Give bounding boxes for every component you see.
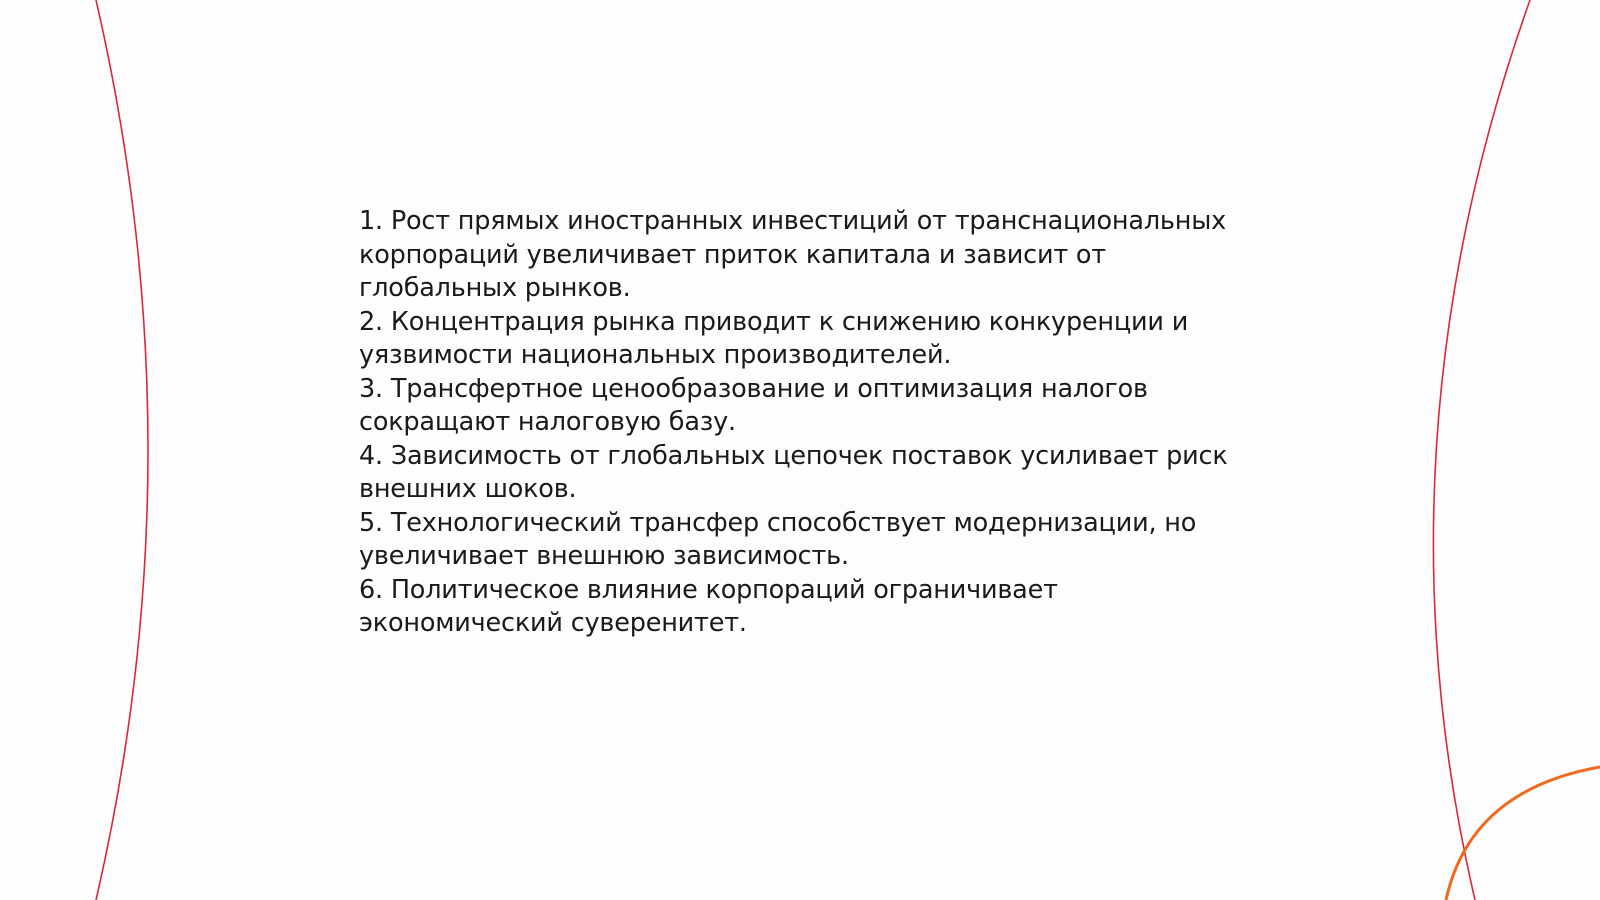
corner-arc-decoration (1446, 767, 1600, 900)
point-5: 5. Технологический трансфер способствует модернизации, но увеличивает внешнюю зависимость. (359, 507, 1197, 571)
point-3: 3. Трансфертное ценообразование и оптимизация налогов сокращают налоговую базу. (359, 373, 1148, 437)
point-2: 2. Концентрация рынка приводит к снижению конкуренции и уязвимости национальных производителей. (359, 306, 1189, 370)
left-arc-decoration (96, 0, 148, 900)
point-1: 1. Рост прямых иностранных инвестиций от транснациональных корпораций увеличивает приток капитала и зависит от глобальных рынков. (359, 206, 1227, 303)
point-4: 4. Зависимость от глобальных цепочек поставок усиливает риск внешних шоков. (359, 440, 1228, 504)
slide-text-body (359, 205, 1259, 641)
right-arc-decoration (1433, 0, 1530, 900)
point-6: 6. Политическое влияние корпораций ограничивает экономический суверенитет. (359, 574, 1058, 638)
